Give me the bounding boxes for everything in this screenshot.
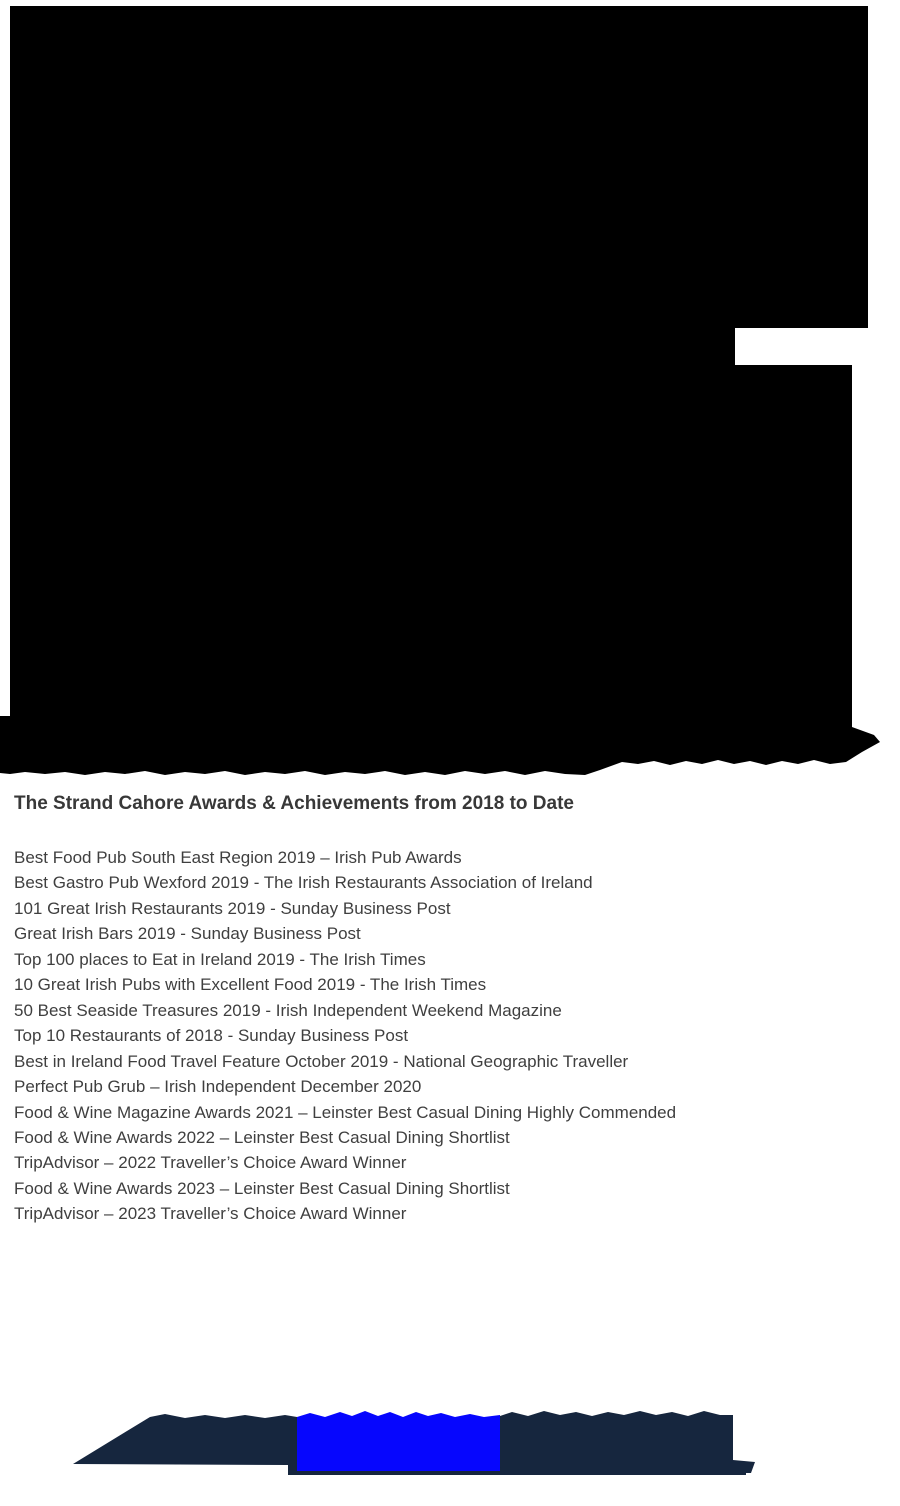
- award-item: Food & Wine Awards 2022 – Leinster Best Casual Dining Shortlist: [14, 1127, 510, 1147]
- award-item: TripAdvisor – 2023 Traveller’s Choice Award Winner: [14, 1204, 407, 1224]
- award-item: Top 10 Restaurants of 2018 - Sunday Business Post: [14, 1026, 409, 1046]
- award-item: Top 100 places to Eat in Ireland 2019 - The Irish Times: [14, 949, 426, 969]
- awards-list: [14, 845, 884, 1227]
- award-item: 101 Great Irish Restaurants 2019 - Sunday Business Post: [14, 898, 451, 918]
- award-item: Great Irish Bars 2019 - Sunday Business Post: [14, 924, 361, 944]
- award-item: 10 Great Irish Pubs with Excellent Food 2019 - The Irish Times: [14, 975, 487, 995]
- award-item: Food & Wine Awards 2023 – Leinster Best Casual Dining Shortlist: [14, 1178, 510, 1198]
- award-item: Best in Ireland Food Travel Feature October 2019 - National Geographic Traveller: [14, 1051, 629, 1071]
- award-item: 50 Best Seaside Treasures 2019 - Irish Independent Weekend Magazine: [14, 1000, 562, 1020]
- award-item: Best Food Pub South East Region 2019 – Irish Pub Awards: [14, 848, 462, 867]
- award-item: Food & Wine Magazine Awards 2021 – Leinster Best Casual Dining Highly Commended: [14, 1102, 677, 1122]
- redacted-link-segment[interactable]: [297, 1411, 500, 1471]
- awards-heading: The Strand Cahore Awards & Achievements from 2018 to Date: [14, 793, 574, 814]
- award-item: TripAdvisor – 2022 Traveller’s Choice Award Winner: [14, 1153, 407, 1173]
- redacted-footer-line: [0, 1405, 900, 1490]
- redaction-black-shape: [0, 6, 880, 775]
- award-item: Best Gastro Pub Wexford 2019 - The Irish Restaurants Association of Ireland: [14, 873, 593, 893]
- award-item: Perfect Pub Grub – Irish Independent December 2020: [14, 1077, 422, 1097]
- redaction-footer-right-segment: [500, 1411, 755, 1473]
- redaction-footer-left-segment: [73, 1414, 297, 1473]
